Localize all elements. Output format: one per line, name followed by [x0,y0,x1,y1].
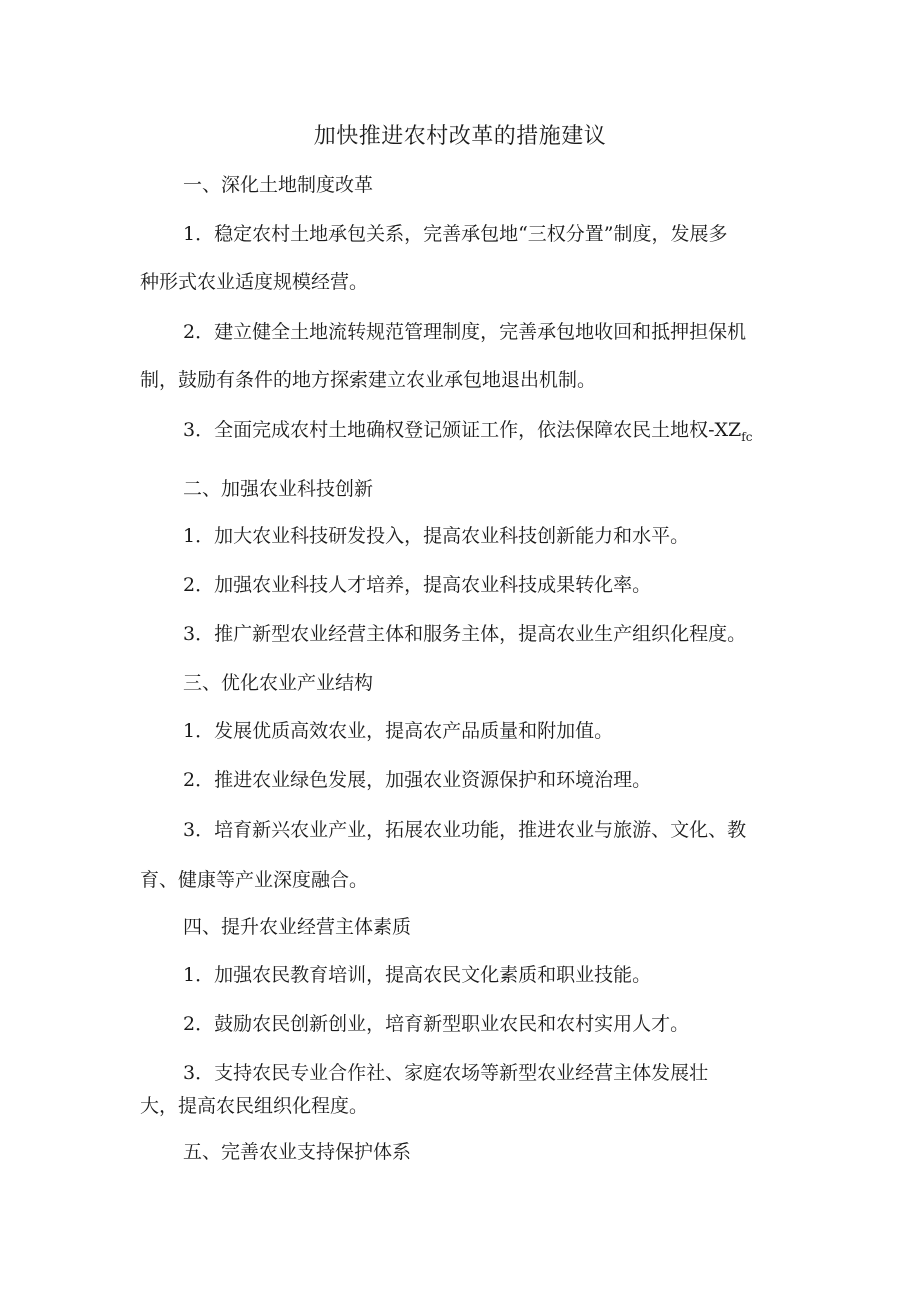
item-number: 3． [183,1062,215,1084]
item-number: 1． [183,223,215,245]
item-text: 鼓励农民创新创业，培育新型职业农民和农村实用人才。 [214,1013,690,1035]
item-number: 3． [183,419,215,441]
section-3-item-3 [183,815,746,845]
section-1-item-2 [183,317,746,347]
section-heading-2: 二、加强农业科技创新 [183,478,374,500]
section-2-item-2 [183,570,651,600]
item-text: 推进农业绿色发展，加强农业资源保护和环境治理。 [214,769,652,791]
item-text: 全面完成农村土地确权登记颁证工作，依法保障农民土地权-XZ [214,419,742,441]
item-number: 1． [183,720,215,742]
item-text: 发展优质高效农业，提高农产品质量和附加值。 [214,720,614,742]
section-heading-1: 一、深化土地制度改革 [183,174,374,196]
section-3-item-1 [183,716,613,746]
section-3-item-2 [183,765,651,795]
section-heading-4: 四、提升农业经营主体素质 [183,916,412,938]
item-text: 推广新型农业经营主体和服务主体，提高农业生产组织化程度。 [214,623,747,645]
item-text: 加强农民教育培训，提高农民文化素质和职业技能。 [214,964,652,986]
item-subscript: fc [741,430,753,444]
section-1-item-1 [183,219,728,249]
item-number: 2． [183,321,215,343]
document-title: 加快推进农村改革的措施建议 [313,124,607,149]
item-number: 2． [183,574,215,596]
section-4-item-3-continuation: 大，提高农民组织化程度。 [140,1095,369,1117]
item-number: 1． [183,964,215,986]
item-number: 1． [183,525,215,547]
item-number: 3． [183,819,215,841]
section-2-item-3 [183,619,746,649]
item-number: 3． [183,623,215,645]
item-text: 支持农民专业合作社、家庭农场等新型农业经营主体发展壮 [214,1062,709,1084]
item-text: 加大农业科技研发投入，提高农业科技创新能力和水平。 [214,525,690,547]
item-text: 加强农业科技人才培养，提高农业科技成果转化率。 [214,574,652,596]
section-1-item-3 [183,415,752,452]
section-4-item-1 [183,960,651,990]
section-heading-5: 五、完善农业支持保护体系 [183,1141,412,1163]
item-text: 稳定农村土地承包关系，完善承包地“三权分置”制度，发展多 [214,223,728,245]
section-heading-3: 三、优化农业产业结构 [183,672,374,694]
section-1-item-1-continuation: 种形式农业适度规模经营。 [140,271,369,293]
item-number: 2． [183,1013,215,1035]
item-text: 建立健全土地流转规范管理制度，完善承包地收回和抵押担保机 [214,321,747,343]
item-number: 2． [183,769,215,791]
section-3-item-3-continuation: 育、健康等产业深度融合。 [140,869,369,891]
section-1-item-2-continuation: 制，鼓励有条件的地方探索建立农业承包地退出机制。 [140,369,597,391]
item-text: 培育新兴农业产业，拓展农业功能，推进农业与旅游、文化、教 [214,819,747,841]
section-2-item-1 [183,521,689,551]
section-4-item-3 [183,1058,708,1088]
section-4-item-2 [183,1009,689,1039]
